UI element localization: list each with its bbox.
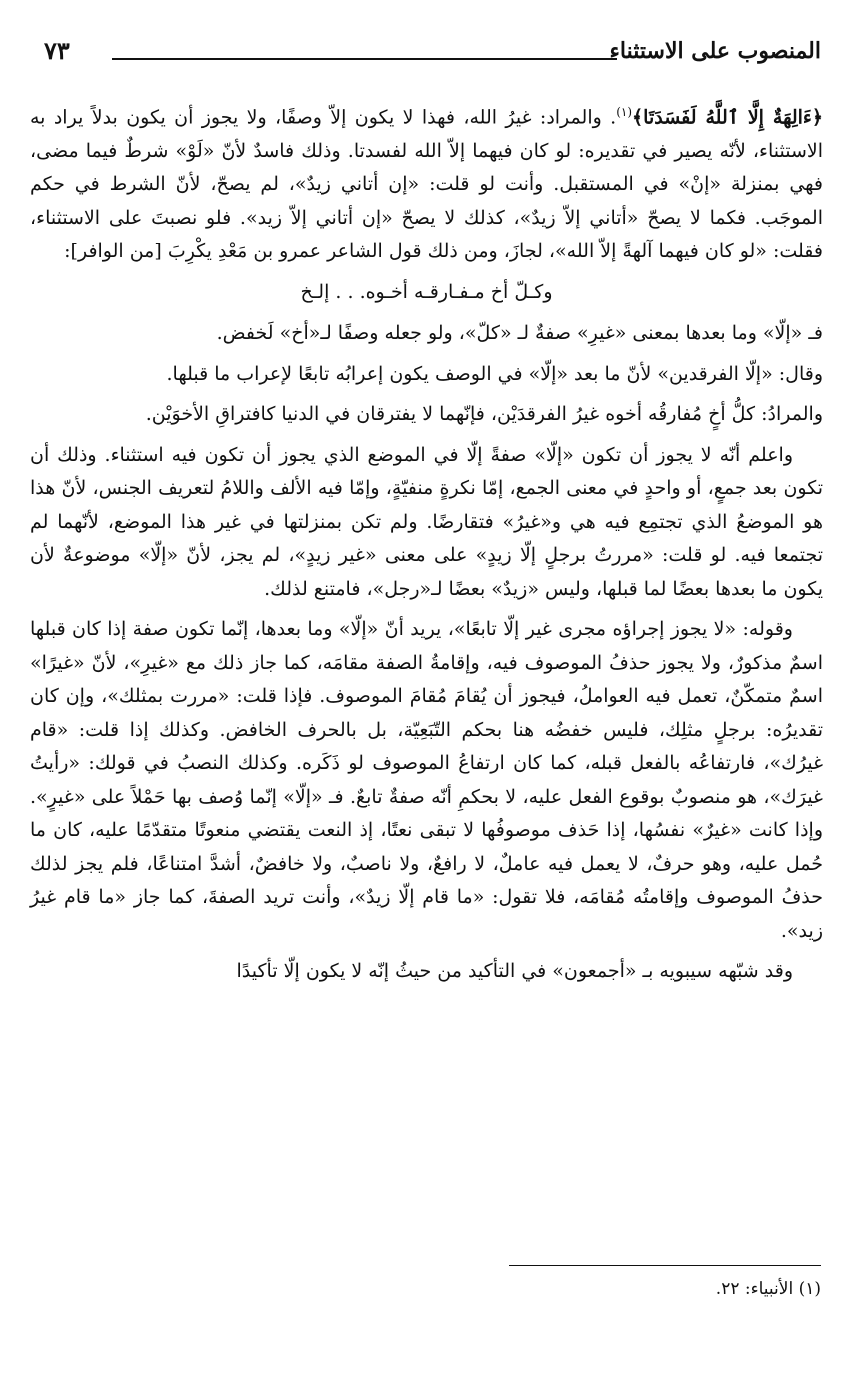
- quran-quote: ﴿ءَالِهَةٌ إِلَّا ٱللَّهُ لَفَسَدَتَا﴾: [632, 106, 823, 129]
- paragraph-3: فـ «إلّا» وما بعدها بمعنى «غيرِ» صفةٌ لـ «كلّ»، ولو جعله وصفًا لـ«أخ» لَخفض.: [216, 322, 823, 345]
- paragraph-text: . والمراد: غيرُ الله، فهذا لا يكون إلاّ وصفًا، ولا يجوز أن يكون بدلاً يراد به الاستثناء، لأنّه يصير في تقديره: لو كان فيهما إلاّ الله لفسدتا. وذلك فاسدٌ لأنّ «لَوْ» شرطٌ فيما مضى، فهي بمنزلة «إنْ» في المستقبل. وأنت لو قلت: «إن أتاني زيدٌ»، لم يصحّ، لأنّ الشرط في حكم الموجَب. فكما لا يصحّ «أتاني إلاّ زيدٌ»، كذلك لا يصحّ «إن أتاني إلاّ زيد». فلو نصبتَ على الاستثناء، فقلت: «لو كان فيهما آلهةً إلاّ الله»، لجازَ، ومن ذلك قول الشاعر عمرو بن مَعْدِ يكْرِبَ [من الوافر]:: [30, 106, 823, 263]
- paragraph-1: [30, 96, 823, 269]
- page-header: [38, 34, 821, 74]
- paragraph-6: واعلم أنّه لا يجوز أن تكون «إلّا» صفةً إلّا في الموضع الذي يجوز أن تكون فيه استثناء. وذلك أن تكون بعد جمعٍ، أو واحدٍ في معنى الجمع، إمّا نكرةٍ منفيّةٍ، وإمّا فيه الألف واللامُ لتعريف الجنس، لأنّ هذا هو الموضعُ الذي تجتمِع فيه هي و«غيرُ» فتقارضًا. ولم تكن بمنزلتها في غير هذا الموضع، لأنّهما لم تجتمعا فيه. لو قلت: «مررتُ برجلٍ إلّا زيدٍ» على معنى «غير زيدٍ»، لم يجز، لأنّ «إلّا» موضوعةٌ لأن يكون ما بعدها بعضًا لما قبلها، وليس «زيدٌ» بعضًا لـ«رجل»، فامتنع لذلك.: [30, 443, 823, 600]
- running-head-title: المنصوب على الاستثناء: [609, 38, 821, 64]
- footnote: (١) الأنبياء: ٢٢.: [715, 1279, 821, 1299]
- paragraph-4: وقال: «إلّا الفرقدين» لأنّ ما بعد «إلّا» في الوصف يكون إعرابُه تابعًا لإعراب ما قبلها.: [166, 362, 823, 385]
- paragraph-5: والمرادُ: كلُّ أخٍ مُفارقُه أخوه غيرُ الفرقدَيْن، فإنّهما لا يفترقان في الدنيا كافتراقِ الأخوَيْن.: [145, 403, 823, 426]
- poetry-verse: وكـلّ أخ مـفـارقـه أخـوه. . . إلـخ: [300, 280, 553, 303]
- body-text: [30, 96, 823, 996]
- page-number: ٧٣: [44, 36, 70, 65]
- paragraph-7: وقوله: «لا يجوز إجراؤه مجرى غير إلّا تابعًا»، يريد أنّ «إلّا» وما بعدها، إنّما تكون صفة إذا كان قبلها اسمٌ مذكورٌ، ولا يجوز حذفُ الموصوف فيه، وإقامةُ الصفة مقامَه، كما جاز ذلك مع «غيرِ»، لأنّ «غيرًا» اسمٌ متمكّنٌ، تعمل فيه العواملُ، فيجوز أن يُقامَ مُقامَ الموصوف. فإذا قلت: «مررت بمثلك»، وإن كان تقديرُه: برجلٍ مثلِك، فليس خفضُه هنا بحكم التّبَعِيّة، بل بالحرف الخافض. وكذلك إذا قلت: «قام غيرُك»، فارتفاعُه بالفعل قبله، كما كان ارتفاعُ الموصوف لو ذَكَره. وكذلك النصبُ في قولك: «رأيتُ غيرَك»، هو منصوبٌ بوقوع الفعل عليه، لا بحكمِ أنّه صفةٌ تابعٌ. فـ «إلّا» إنّما وُصف بها حَمْلاً على «غيرٍ». وإذا كانت «غيرٌ» نفسُها، إذا حَذف موصوفُها لا تبقى نعتًا، إذ النعت يقتضي منعوتًا متقدّمًا عليه، كان ما حُمل عليه، وهو حرفٌ، لا يعمل فيه عاملٌ، لا رافعٌ، ولا ناصبٌ، ولا خافضٌ، أشدَّ امتناعًا، فلم يجز لذلك حذفُ الموصوف وإقامتُه مُقامَه، فلا تقول: «ما قام إلّا زيدٌ»، وأنت تريد الصفةَ، كما جاز «ما قام غيرُ زيد».: [30, 618, 823, 942]
- header-rule: [112, 58, 617, 60]
- paragraph-8: وقد شبّهه سيبويه بـ «أجمعون» في التأكيد من حيثُ إنّه لا يكون إلّا تأكيدًا: [236, 960, 793, 983]
- footnote-divider: [509, 1265, 821, 1266]
- footnote-reference: (١): [616, 105, 633, 119]
